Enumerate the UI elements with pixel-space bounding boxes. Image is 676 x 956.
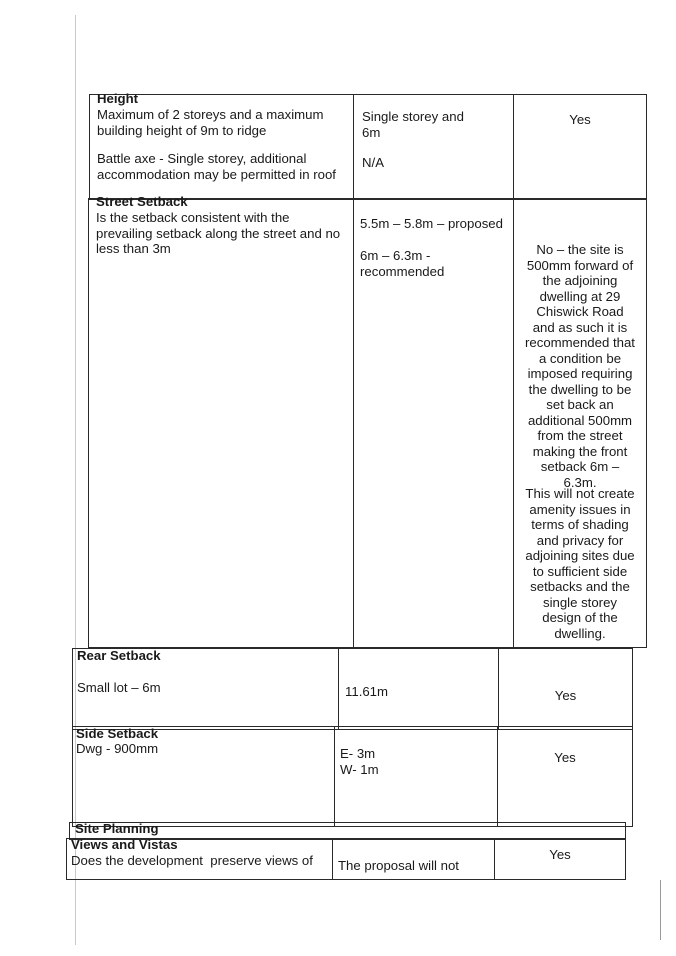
views-vistas-heading: Views and Vistas xyxy=(71,837,178,852)
street-setback-proposal-2: 6m – 6.3m - recommended xyxy=(360,248,445,279)
views-vistas-requirement: Does the development preserve views of xyxy=(71,853,313,868)
rear-setback-compliance: Yes xyxy=(554,688,577,703)
street-setback-heading: Street Setback xyxy=(96,194,188,209)
street-setback-compliance-2: This will not create amenity issues in terms of shading and privacy for adjoining sites due to sufficient side setbacks and the single storey design of the dwelling. xyxy=(525,486,635,641)
height-requirement-2: Battle axe - Single storey, additional accommodation may be permitted in roof xyxy=(97,151,336,182)
side-setback-compliance: Yes xyxy=(554,750,576,765)
scan-edge-line xyxy=(660,880,661,940)
rear-setback-proposal: 11.61m xyxy=(345,684,389,699)
side-setback-heading: Side Setback xyxy=(76,726,159,741)
row-street-setback xyxy=(88,194,647,648)
row-rear-setback xyxy=(72,648,633,730)
height-proposal-2: N/A xyxy=(362,155,384,170)
row-side-setback xyxy=(72,726,633,827)
height-requirement-1: Maximum of 2 storeys and a maximum building height of 9m to ridge xyxy=(97,107,324,138)
height-proposal-1: Single storey and 6m xyxy=(362,109,464,140)
views-vistas-proposal: The proposal will not xyxy=(338,858,459,873)
cell-height-compliance xyxy=(513,94,647,200)
street-setback-requirement: Is the setback consistent with the prevailing setback along the street and no less than 3m xyxy=(96,210,341,256)
height-compliance: Yes xyxy=(569,112,591,127)
street-setback-proposal-1: 5.5m – 5.8m – proposed xyxy=(360,216,503,231)
site-planning-heading: Site Planning xyxy=(75,821,159,836)
row-views-vistas xyxy=(66,838,626,880)
cell-side-compliance xyxy=(497,726,633,827)
rear-setback-heading: Rear Setback xyxy=(77,648,161,663)
street-setback-compliance-1: No – the site is 500mm forward of the adjoining dwelling at 29 Chiswick Road and as such it is recommended that a condition be imposed requiring the dwelling to be set back an additional 500mm from the street making the front setback 6m – 6.3m. xyxy=(525,242,635,490)
side-setback-requirement: Dwg - 900mm xyxy=(76,741,159,756)
cell-street-requirement xyxy=(88,198,354,648)
side-setback-proposal: E- 3m W- 1m xyxy=(340,746,379,777)
rear-setback-requirement: Small lot – 6m xyxy=(77,680,161,695)
views-vistas-compliance: Yes xyxy=(549,847,571,862)
height-heading: Height xyxy=(97,91,139,106)
row-height xyxy=(89,91,647,200)
